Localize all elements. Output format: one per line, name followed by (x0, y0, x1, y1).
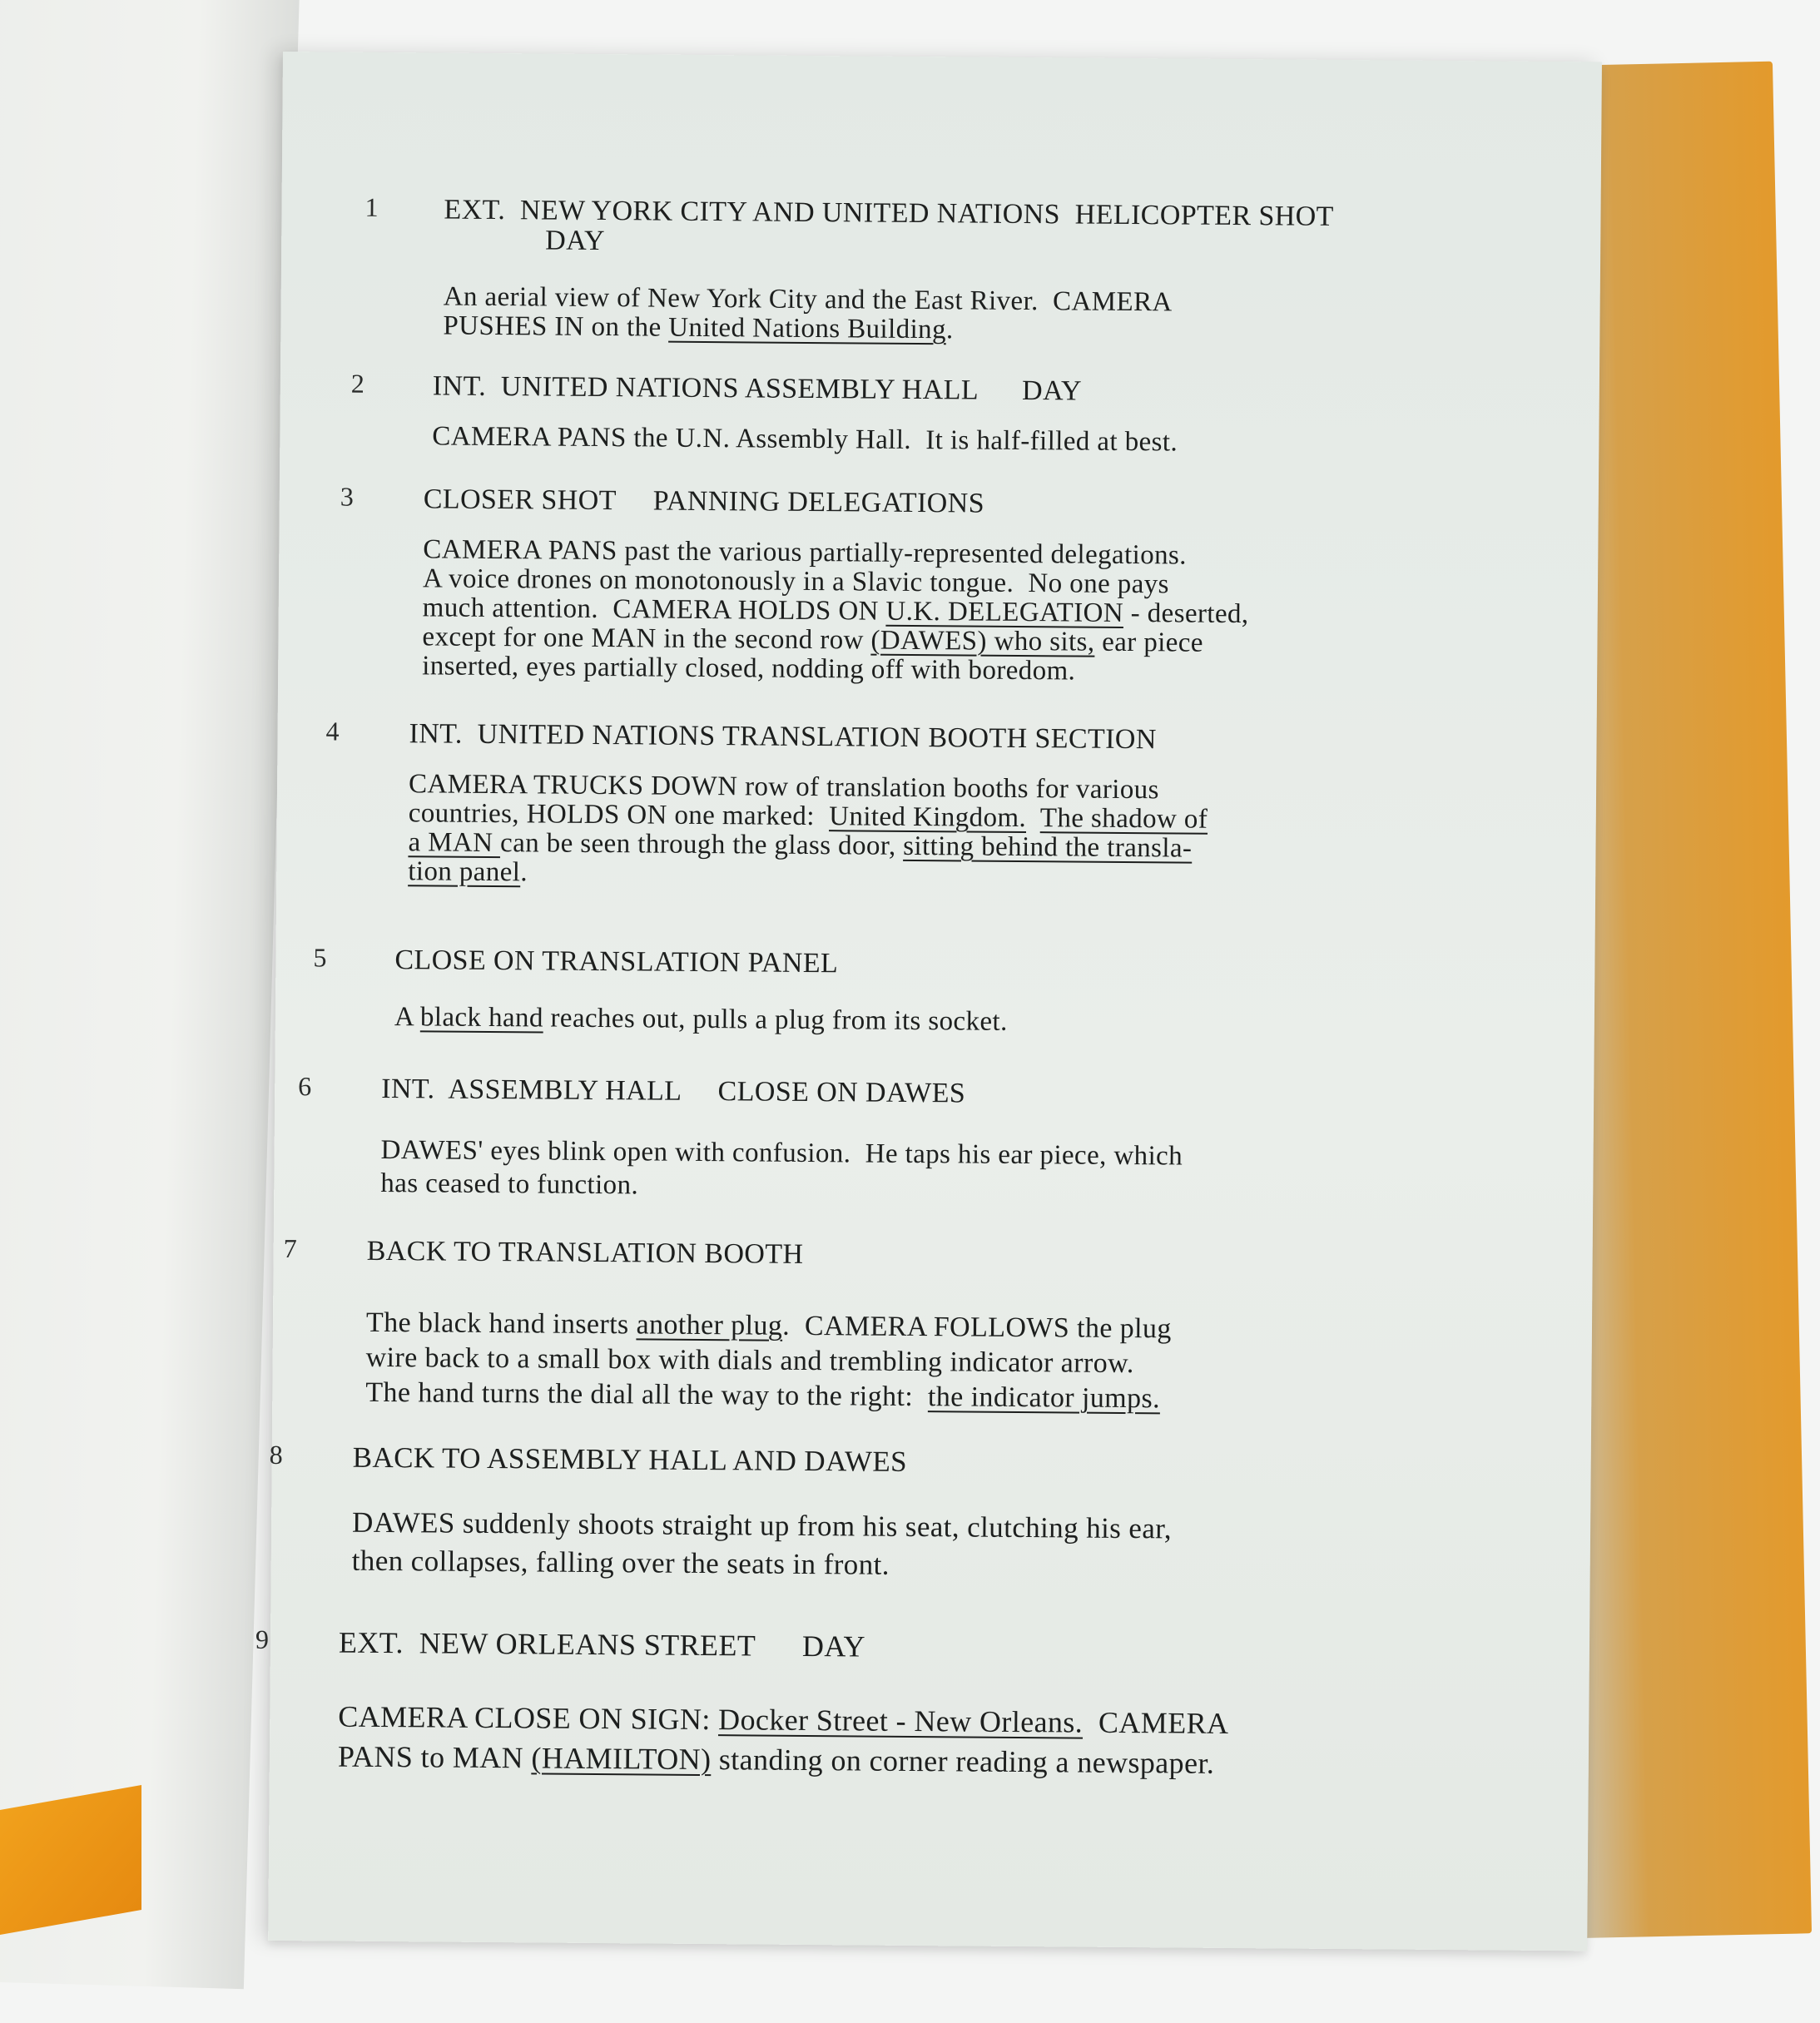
scene-4 (325, 716, 1208, 893)
underlined-text: U.K. DELEGATION (885, 596, 1124, 628)
scene-6 (298, 1071, 1183, 1207)
orange-cover-flap (0, 1785, 141, 1935)
scene-number: 1 (364, 191, 379, 222)
scene-heading: EXT. NEW YORK CITY AND UNITED NATIONS HELICOPTER SHOT (444, 194, 1334, 232)
underlined-text: Docker Street - New Orleans. (717, 1703, 1084, 1739)
scene-heading: INT. ASSEMBLY HALL CLOSE ON DAWES (381, 1073, 966, 1109)
underlined-text: The shadow of a MAN (408, 803, 1208, 859)
scene-1 (364, 191, 1334, 348)
scene-heading: BACK TO ASSEMBLY HALL AND DAWES (352, 1440, 908, 1478)
scene-number: 4 (325, 716, 340, 746)
underlined-text: United Nations Building (668, 312, 947, 345)
scene-action: A black hand reaches out, pulls a plug from its socket. (394, 1002, 1008, 1037)
script-page (255, 52, 1602, 1951)
scene-heading: BACK TO TRANSLATION BOOTH (366, 1235, 804, 1270)
underlined-text: another plug (636, 1309, 783, 1341)
underlined-text: the indicator jumps. (927, 1381, 1161, 1415)
underlined-text: (HAMILTON) (531, 1741, 712, 1777)
scene-heading: EXT. NEW ORLEANS STREET DAY (338, 1625, 866, 1664)
scene-heading-cont: DAY (545, 225, 606, 257)
scene-action: The black hand inserts another plug. CAMERA FOLLOWS the plug wire back to a small box with dials and trembling indicator arrow. The hand turns the dial all the way to the right: the indicator jumps. (365, 1307, 1172, 1415)
scene-heading: INT. UNITED NATIONS ASSEMBLY HALL DAY (432, 370, 1083, 407)
scene-action: CAMERA PANS past the various partially-represented delegations. A voice drones on monotonously in a Slavic tongue. No one pays much attention. CAMERA HOLDS ON U.K. DELEGATION - deserted, except for one MAN in the second row (DAWES) who sits, ear piece inserted, eyes partially closed, nodding off with boredom. (422, 534, 1249, 687)
underlined-text: black hand (419, 1002, 543, 1034)
scene-action: CAMERA CLOSE ON SIGN: Docker Street - New Orleans. CAMERA PANS to MAN (HAMILTON) standing on corner reading a newspaper. (337, 1699, 1229, 1780)
scene-number: 6 (298, 1071, 312, 1102)
scene-8 (269, 1439, 1173, 1587)
scene-action: DAWES' eyes blink open with confusion. He taps his ear piece, which has ceased to function. (380, 1134, 1183, 1201)
scene-number: 5 (313, 942, 328, 973)
scene-heading: INT. UNITED NATIONS TRANSLATION BOOTH SECTION (409, 718, 1157, 756)
underlined-text: (DAWES) who sits, (870, 625, 1095, 657)
scene-number: 9 (255, 1624, 270, 1654)
scene-3 (340, 481, 1250, 687)
scene-9 (255, 1624, 1230, 1783)
underlined-text: United Kingdom. (829, 801, 1027, 834)
scene-7 (283, 1233, 1172, 1417)
scene-number: 3 (340, 481, 355, 512)
left-page (0, 0, 300, 1989)
scene-action: CAMERA TRUCKS DOWN row of translation booths for various countries, HOLDS ON one marked: United Kingdom. The shadow of a MAN can be seen through the glass door, sitting behind the transla- tion panel. (408, 769, 1208, 888)
scene-heading: CLOSER SHOT PANNING DELEGATIONS (423, 483, 985, 519)
scene-number: 8 (269, 1439, 284, 1470)
scene-number: 7 (283, 1233, 298, 1264)
scene-5 (313, 942, 1009, 1037)
scene-number: 2 (350, 368, 365, 399)
scene-heading: CLOSE ON TRANSLATION PANEL (394, 945, 839, 979)
scene-action: An aerial view of New York City and the East River. CAMERA PUSHES IN on the United Nations Building. (443, 281, 1173, 345)
scene-2 (350, 368, 1178, 458)
scene-action: CAMERA PANS the U.N. Assembly Hall. It is half-filled at best. (432, 421, 1178, 458)
scene-action: DAWES suddenly shoots straight up from his seat, clutching his ear, then collapses, falling over the seats in front. (351, 1505, 1173, 1581)
underlined-text: sitting behind the transla- tion panel (408, 831, 1193, 888)
